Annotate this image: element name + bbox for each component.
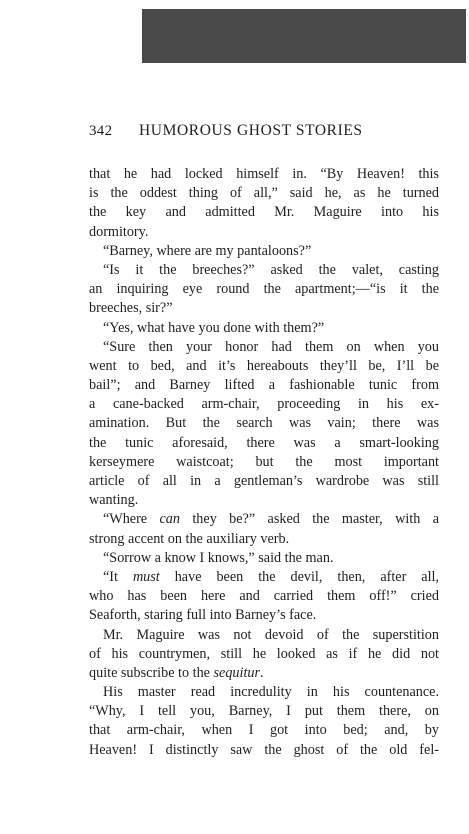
text-line: that he had locked himself in. “By Heaven! this (89, 166, 439, 182)
emphasized-word: must (132, 568, 160, 585)
running-title: HUMOROUS GHOST STORIES (139, 122, 363, 139)
text-line: went to bed, and it’s hereabouts they’ll be, I’ll be (89, 357, 439, 374)
text-line: bail”; and Barney lifted a fashionable tunic from (89, 377, 439, 394)
emphasized-word: can (159, 511, 180, 528)
page-number: 342 (89, 123, 113, 139)
text-line: “Yes, what have you done with them?” (103, 319, 325, 336)
text-line: “Why, I tell you, Barney, I put them there, on (89, 703, 439, 720)
text-line: an inquiring eye round the apartment;—“is it the (89, 281, 439, 298)
emphasized-word: sequitur (213, 664, 261, 681)
text-line: “Sorrow a know I knows,” said the man. (103, 549, 334, 566)
text-run: they be?” asked the master, with a (179, 511, 439, 528)
text-line (89, 510, 439, 529)
text-line: His master read incredulity in his countenance. (103, 684, 439, 701)
text-line: dormitory. (89, 223, 149, 240)
text-line: “Barney, where are my pantaloons?” (103, 242, 312, 259)
text-line: amination. But the search was vain; there was (89, 415, 439, 432)
text-line: the key and admitted Mr. Maguire into his (89, 204, 439, 221)
text-line: kerseymere waistcoat; but the most important (89, 453, 439, 470)
text-line: wanting. (89, 492, 139, 509)
text-line: is the oddest thing of all,” said he, as he turned (89, 185, 439, 202)
text-run: quite subscribe to the (89, 664, 214, 681)
text-line: “Sure then your honor had them on when you (103, 338, 439, 355)
text-line: breeches, sir?” (89, 300, 173, 317)
body-text (89, 165, 439, 760)
redaction-block (142, 9, 466, 63)
text-run: have been the devil, then, after all, (159, 568, 440, 585)
text-line: Seaforth, staring full into Barney’s face. (89, 607, 317, 624)
text-run: “It (103, 568, 133, 585)
text-line: of his countrymen, still he looked as if he did not (89, 645, 439, 662)
text-line: who has been here and carried them off!” cried (89, 588, 439, 605)
text-line: that arm-chair, when I got into bed; and, by (89, 722, 439, 739)
text-line: a cane-backed arm-chair, proceeding in his ex- (89, 396, 439, 413)
text-run: . (260, 664, 264, 681)
running-header (89, 122, 449, 144)
text-line: Mr. Maguire was not devoid of the superstition (103, 626, 439, 643)
text-line (89, 664, 439, 683)
text-run: “Where (103, 511, 160, 528)
text-line (89, 568, 439, 587)
text-line: article of all in a gentleman’s wardrobe was still (89, 473, 439, 489)
text-line: the tunic aforesaid, there was a smart-looking (89, 434, 439, 451)
text-line: Heaven! I distinctly saw the ghost of the old fel- (89, 741, 439, 758)
text-line: strong accent on the auxiliary verb. (89, 530, 290, 547)
text-line: “Is it the breeches?” asked the valet, casting (103, 261, 439, 278)
